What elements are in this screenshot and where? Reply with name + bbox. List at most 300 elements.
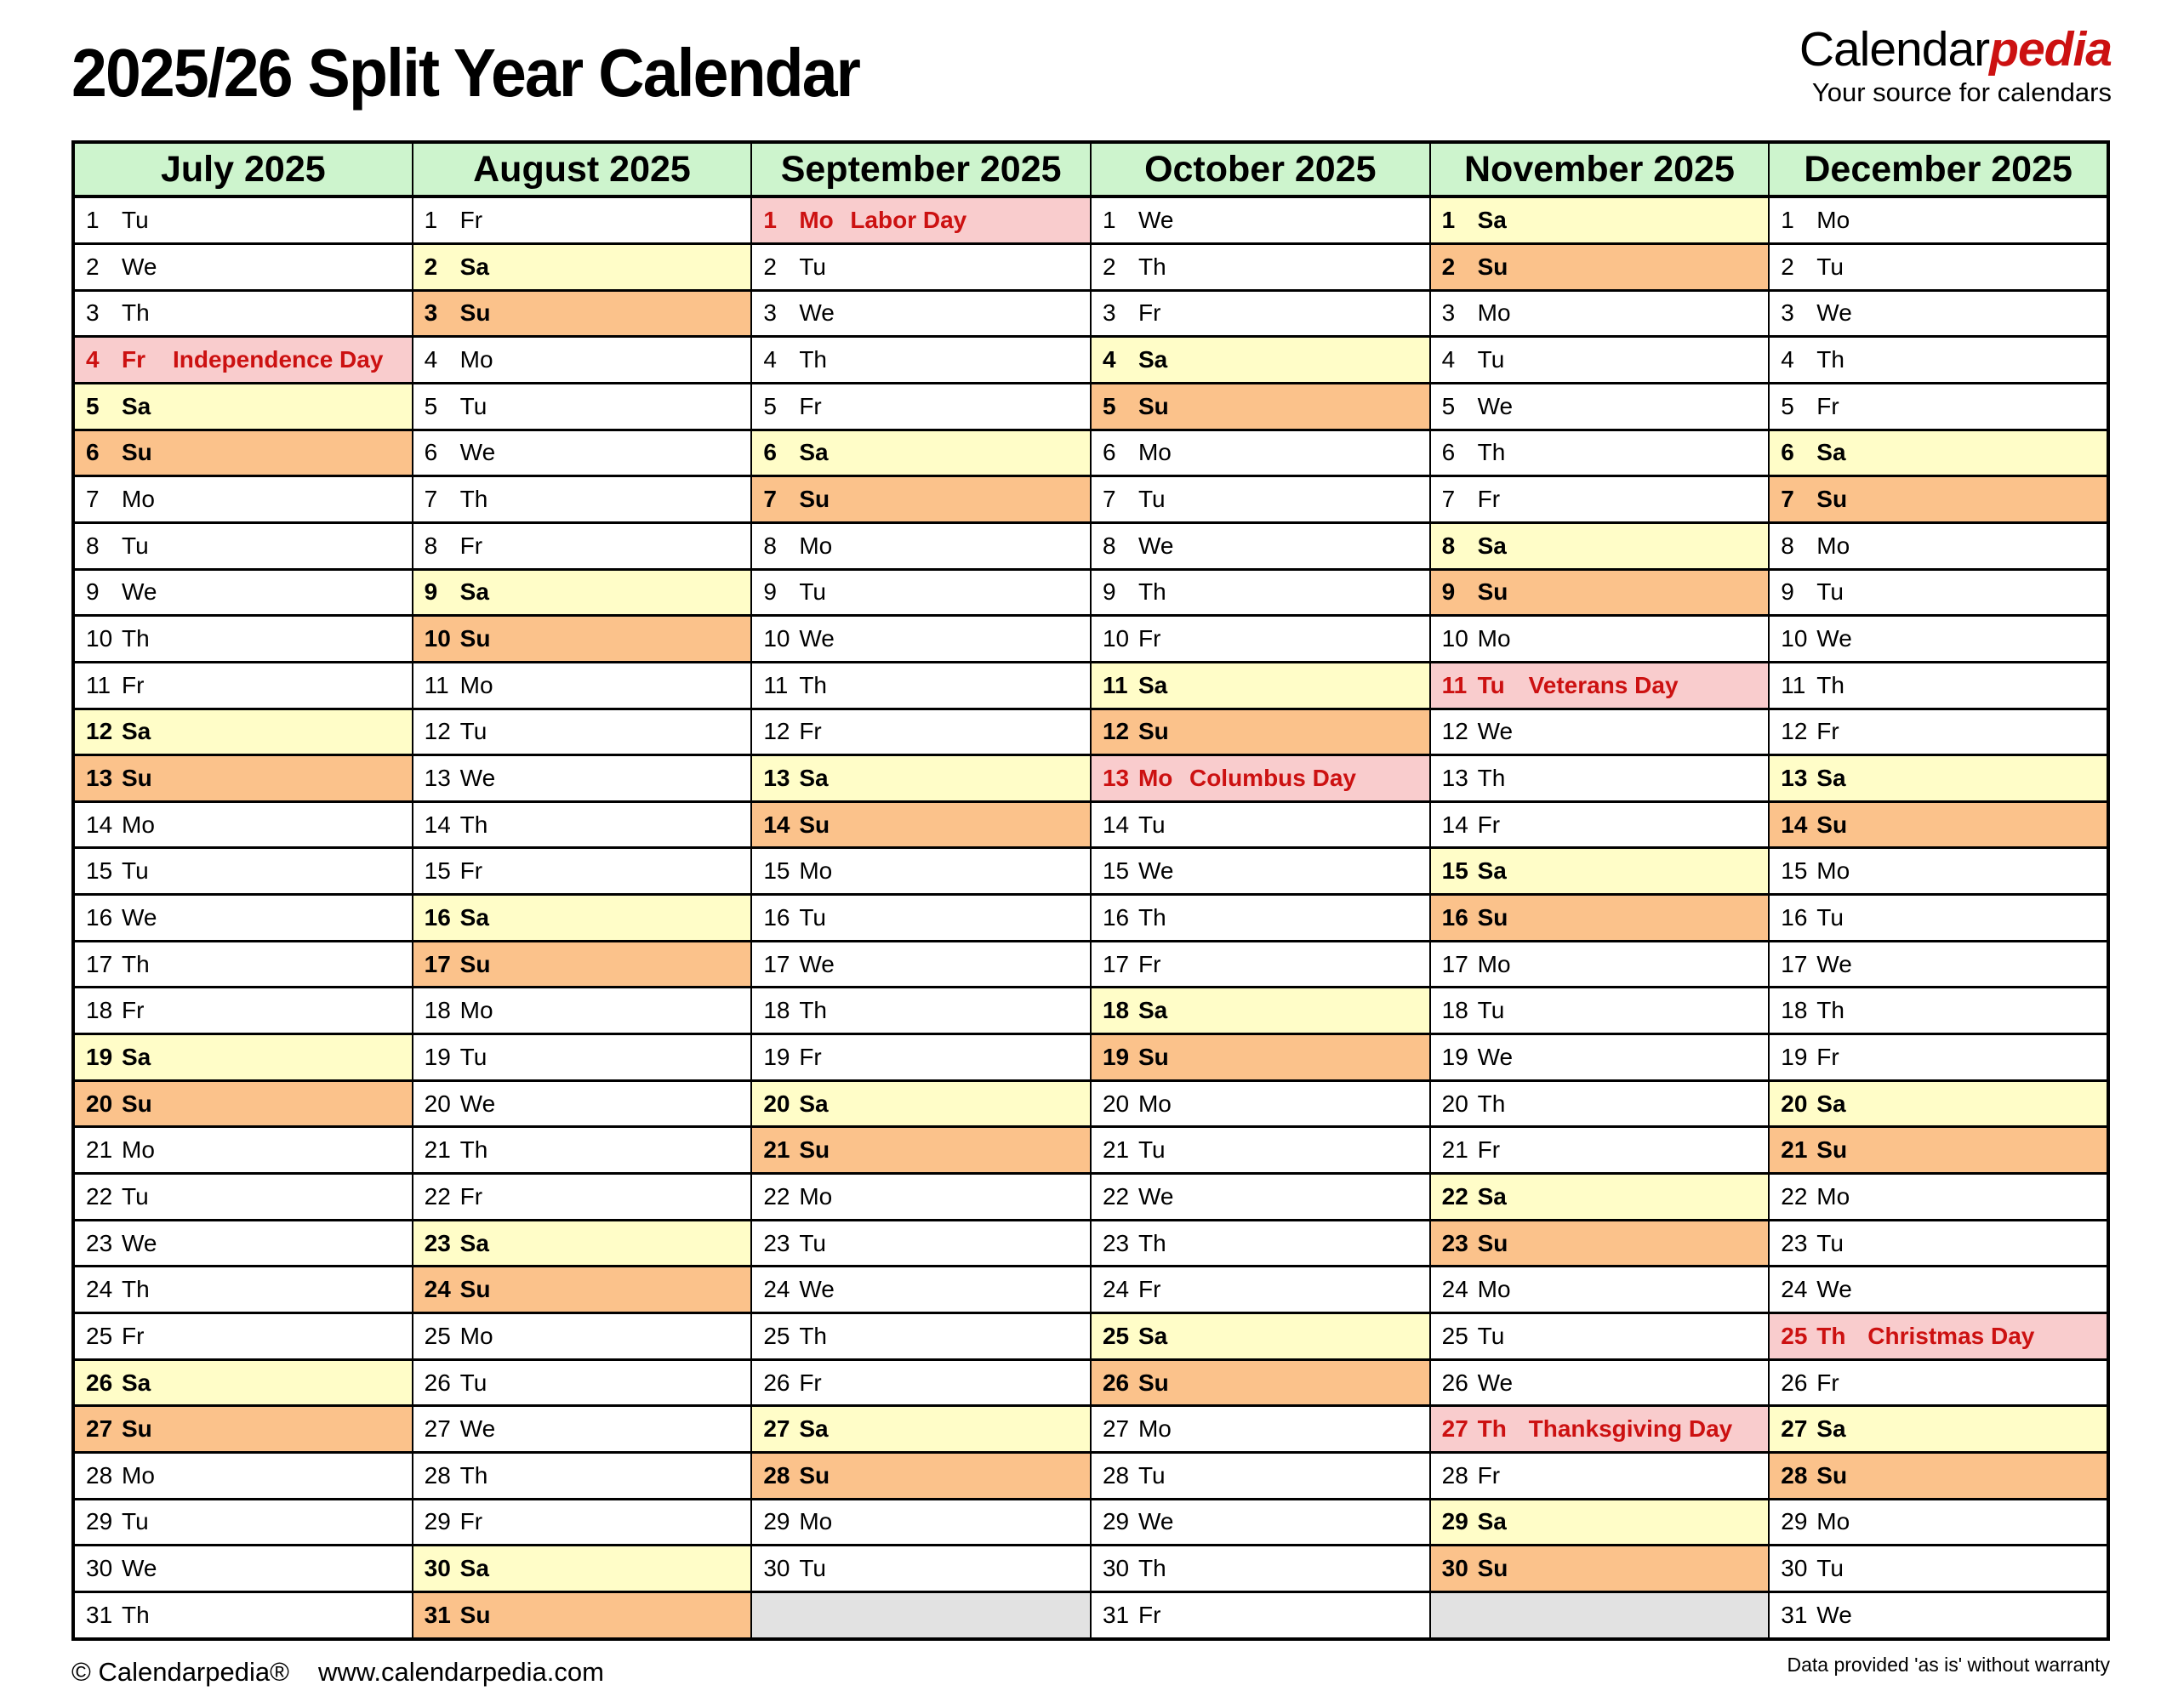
- weekday-abbr: Fr: [459, 532, 483, 559]
- day-cell-august-28: [413, 1453, 752, 1500]
- day-cell-november-9: [1430, 569, 1770, 616]
- day-cell-november-28: [1430, 1453, 1770, 1500]
- day-cell-december-30: [1769, 1546, 2108, 1592]
- day-cell-december-1: [1769, 196, 2108, 243]
- holiday-name: Columbus Day: [1189, 764, 1356, 791]
- day-cell-july-7: [73, 476, 413, 523]
- weekday-abbr: We: [1816, 1276, 1852, 1303]
- day-number: 19: [1441, 1043, 1468, 1070]
- weekday-abbr: Su: [1816, 1136, 1848, 1164]
- weekday-abbr: Fr: [459, 1508, 483, 1535]
- day-number: 17: [424, 950, 451, 977]
- weekday-abbr: Su: [1816, 486, 1848, 513]
- weekday-abbr: Mo: [799, 1508, 833, 1535]
- weekday-abbr: Sa: [1477, 532, 1507, 559]
- day-number: 26: [86, 1369, 113, 1396]
- weekday-abbr: We: [122, 903, 157, 931]
- day-cell-september-23: [751, 1220, 1091, 1267]
- weekday-abbr: Mo: [1816, 1182, 1850, 1210]
- weekday-abbr: Th: [122, 1601, 150, 1628]
- weekday-abbr: Su: [1137, 392, 1169, 419]
- day-cell-october-2: [1091, 243, 1430, 290]
- day-number: 21: [1441, 1136, 1468, 1164]
- day-cell-november-3: [1430, 290, 1770, 337]
- day-cell-september-30: [751, 1546, 1091, 1592]
- day-cell-november-11: [1430, 662, 1770, 709]
- day-number: 27: [1781, 1415, 1808, 1443]
- day-cell-august-25: [413, 1313, 752, 1360]
- day-cell-november-13: [1430, 755, 1770, 802]
- weekday-abbr: Sa: [122, 392, 151, 419]
- day-number: 24: [86, 1276, 113, 1303]
- weekday-abbr: Mo: [1477, 625, 1511, 652]
- day-number: 9: [86, 578, 100, 606]
- weekday-abbr: Tu: [1137, 486, 1166, 513]
- day-number: 16: [1102, 903, 1130, 931]
- weekday-abbr: Fr: [1816, 718, 1839, 745]
- day-cell-july-4: [73, 337, 413, 384]
- weekday-abbr: Tu: [1816, 903, 1844, 931]
- day-cell-july-18: [73, 988, 413, 1034]
- weekday-abbr: Su: [1137, 1369, 1169, 1396]
- day-number: 29: [86, 1508, 113, 1535]
- weekday-abbr: Tu: [459, 1369, 487, 1396]
- weekday-abbr: Mo: [459, 671, 493, 698]
- day-number: 11: [86, 671, 111, 698]
- day-number: 1: [763, 206, 777, 233]
- day-number: 21: [86, 1136, 113, 1164]
- day-cell-july-15: [73, 848, 413, 895]
- weekday-abbr: Th: [122, 1276, 150, 1303]
- day-number: 28: [1441, 1461, 1468, 1489]
- day-cell-december-24: [1769, 1267, 2108, 1313]
- weekday-abbr: Tu: [1137, 1461, 1166, 1489]
- day-cell-august-10: [413, 616, 752, 663]
- day-cell-october-17: [1091, 941, 1430, 988]
- day-number: 6: [86, 439, 100, 466]
- weekday-abbr: Mo: [1816, 532, 1850, 559]
- day-number: 13: [1102, 764, 1130, 791]
- day-number: 10: [86, 625, 113, 652]
- day-cell-august-6: [413, 430, 752, 476]
- day-number: 18: [1441, 997, 1468, 1024]
- day-number: 24: [1102, 1276, 1130, 1303]
- day-cell-september-16: [751, 895, 1091, 942]
- day-cell-august-3: [413, 290, 752, 337]
- day-number: 20: [86, 1090, 113, 1117]
- weekday-abbr: Sa: [1816, 764, 1846, 791]
- day-cell-july-28: [73, 1453, 413, 1500]
- weekday-abbr: Fr: [1477, 811, 1501, 838]
- month-header-september: September 2025: [751, 142, 1091, 196]
- day-number: 29: [424, 1508, 451, 1535]
- day-cell-july-24: [73, 1267, 413, 1313]
- day-number: 9: [424, 578, 438, 606]
- day-cell-september-22: [751, 1174, 1091, 1221]
- day-number: 2: [1441, 253, 1456, 280]
- day-number: 13: [86, 764, 113, 791]
- day-number: 25: [763, 1322, 790, 1349]
- day-number: 14: [424, 811, 451, 838]
- day-cell-november-15: [1430, 848, 1770, 895]
- weekday-abbr: Tu: [799, 578, 826, 606]
- weekday-abbr: Su: [799, 486, 830, 513]
- day-cell-september-19: [751, 1034, 1091, 1081]
- day-cell-september-12: [751, 709, 1091, 755]
- day-cell-december-3: [1769, 290, 2108, 337]
- holiday-name: Independence Day: [173, 346, 384, 373]
- footer-left: [71, 1657, 604, 1688]
- day-cell-december-27: [1769, 1406, 2108, 1453]
- weekday-abbr: Th: [459, 1136, 488, 1164]
- day-cell-august-14: [413, 801, 752, 848]
- weekday-abbr: Mo: [1137, 764, 1173, 791]
- weekday-abbr: Sa: [1477, 206, 1507, 233]
- day-number: 17: [86, 950, 113, 977]
- day-cell-july-25: [73, 1313, 413, 1360]
- weekday-abbr: Su: [1477, 903, 1508, 931]
- day-cell-november-7: [1430, 476, 1770, 523]
- day-cell-august-22: [413, 1174, 752, 1221]
- day-number: 15: [1102, 857, 1130, 885]
- day-cell-july-13: [73, 755, 413, 802]
- day-cell-july-30: [73, 1546, 413, 1592]
- day-number: 22: [763, 1182, 790, 1210]
- weekday-abbr: Su: [1137, 718, 1169, 745]
- footer-disclaimer: Data provided 'as is' without warranty: [1787, 1654, 2110, 1676]
- weekday-abbr: Th: [122, 299, 150, 327]
- day-cell-august-26: [413, 1359, 752, 1406]
- day-number: 15: [1441, 857, 1468, 885]
- day-cell-august-30: [413, 1546, 752, 1592]
- weekday-abbr: We: [1137, 206, 1174, 233]
- day-cell-october-19: [1091, 1034, 1430, 1081]
- website-text: www.calendarpedia.com: [317, 1657, 604, 1687]
- day-cell-august-24: [413, 1267, 752, 1313]
- weekday-abbr: Th: [122, 950, 150, 977]
- day-cell-july-9: [73, 569, 413, 616]
- day-number: 14: [1781, 811, 1808, 838]
- day-number: 23: [763, 1229, 790, 1256]
- weekday-abbr: We: [799, 950, 835, 977]
- day-number: 25: [424, 1322, 451, 1349]
- weekday-abbr: Sa: [459, 1229, 489, 1256]
- day-cell-december-16: [1769, 895, 2108, 942]
- day-number: 20: [763, 1090, 790, 1117]
- day-number: 16: [86, 903, 113, 931]
- day-number: 18: [86, 997, 113, 1024]
- day-cell-september-7: [751, 476, 1091, 523]
- day-number: 3: [763, 299, 777, 327]
- day-cell-august-27: [413, 1406, 752, 1453]
- day-cell-july-22: [73, 1174, 413, 1221]
- weekday-abbr: Sa: [459, 903, 489, 931]
- day-cell-july-16: [73, 895, 413, 942]
- weekday-abbr: Su: [1137, 1043, 1169, 1070]
- weekday-abbr: Mo: [1477, 950, 1511, 977]
- weekday-abbr: Su: [122, 764, 152, 791]
- day-cell-october-30: [1091, 1546, 1430, 1592]
- day-number: 12: [1102, 718, 1130, 745]
- day-cell-november-26: [1430, 1359, 1770, 1406]
- weekday-abbr: Th: [799, 671, 827, 698]
- day-number: 25: [1781, 1322, 1808, 1349]
- weekday-abbr: Th: [1816, 997, 1844, 1024]
- day-cell-october-28: [1091, 1453, 1430, 1500]
- weekday-abbr: Mo: [1477, 1276, 1511, 1303]
- weekday-abbr: Mo: [1816, 857, 1850, 885]
- weekday-abbr: Tu: [1816, 1555, 1844, 1582]
- day-number: 6: [763, 439, 777, 466]
- day-cell-december-20: [1769, 1080, 2108, 1127]
- day-number: 15: [1781, 857, 1808, 885]
- weekday-abbr: Su: [799, 1136, 830, 1164]
- day-number: 26: [763, 1369, 790, 1396]
- weekday-abbr: We: [1137, 532, 1174, 559]
- day-cell-december-13: [1769, 755, 2108, 802]
- weekday-abbr: Fr: [1137, 299, 1161, 327]
- day-number: 20: [1102, 1090, 1130, 1117]
- weekday-abbr: Su: [1477, 1229, 1508, 1256]
- weekday-abbr: Fr: [459, 206, 483, 233]
- day-number: 13: [763, 764, 790, 791]
- day-number: 13: [1441, 764, 1468, 791]
- day-number: 21: [424, 1136, 451, 1164]
- day-cell-october-22: [1091, 1174, 1430, 1221]
- empty-cell-september: [751, 1591, 1091, 1639]
- day-number: 17: [763, 950, 790, 977]
- weekday-abbr: Mo: [459, 1322, 493, 1349]
- day-cell-november-29: [1430, 1499, 1770, 1546]
- day-number: 5: [1102, 392, 1116, 419]
- day-number: 11: [1102, 671, 1128, 698]
- day-number: 27: [1441, 1415, 1468, 1443]
- day-cell-september-17: [751, 941, 1091, 988]
- weekday-abbr: Sa: [1816, 1415, 1846, 1443]
- weekday-abbr: We: [1477, 392, 1514, 419]
- day-number: 30: [1102, 1555, 1130, 1582]
- weekday-abbr: Fr: [799, 718, 822, 745]
- day-cell-november-10: [1430, 616, 1770, 663]
- weekday-abbr: We: [1477, 1369, 1514, 1396]
- day-number: 12: [86, 718, 113, 745]
- day-number: 1: [1102, 206, 1116, 233]
- weekday-abbr: Th: [459, 1461, 488, 1489]
- page-title: 2025/26 Split Year Calendar: [71, 35, 860, 111]
- day-cell-december-10: [1769, 616, 2108, 663]
- day-number: 16: [763, 903, 790, 931]
- day-cell-july-31: [73, 1591, 413, 1639]
- day-number: 27: [1102, 1415, 1130, 1443]
- weekday-abbr: Fr: [1137, 950, 1161, 977]
- day-cell-august-18: [413, 988, 752, 1034]
- weekday-abbr: Th: [1137, 578, 1166, 606]
- day-number: 30: [424, 1555, 451, 1582]
- day-cell-august-29: [413, 1499, 752, 1546]
- day-cell-october-25: [1091, 1313, 1430, 1360]
- day-number: 13: [424, 764, 451, 791]
- day-cell-december-18: [1769, 988, 2108, 1034]
- weekday-abbr: We: [1816, 950, 1852, 977]
- day-number: 10: [1102, 625, 1130, 652]
- weekday-abbr: Fr: [799, 1369, 822, 1396]
- day-cell-september-18: [751, 988, 1091, 1034]
- day-cell-july-20: [73, 1080, 413, 1127]
- day-number: 12: [424, 718, 451, 745]
- day-number: 18: [1102, 997, 1130, 1024]
- day-number: 18: [1781, 997, 1808, 1024]
- day-number: 4: [1102, 346, 1116, 373]
- weekday-abbr: We: [1137, 857, 1174, 885]
- day-cell-december-11: [1769, 662, 2108, 709]
- day-cell-november-1: [1430, 196, 1770, 243]
- weekday-abbr: Mo: [799, 857, 833, 885]
- weekday-abbr: Fr: [799, 1043, 822, 1070]
- holiday-name: Veterans Day: [1528, 671, 1679, 698]
- weekday-abbr: Mo: [799, 532, 833, 559]
- calendar-table-body: [73, 142, 2108, 1639]
- weekday-abbr: We: [122, 578, 157, 606]
- day-number: 28: [86, 1461, 113, 1489]
- day-cell-october-29: [1091, 1499, 1430, 1546]
- weekday-abbr: Tu: [1477, 346, 1505, 373]
- day-number: 3: [1441, 299, 1456, 327]
- weekday-abbr: Fr: [459, 857, 483, 885]
- day-number: 10: [763, 625, 790, 652]
- weekday-abbr: Sa: [122, 1369, 151, 1396]
- weekday-abbr: Th: [799, 1322, 827, 1349]
- day-number: 3: [86, 299, 100, 327]
- day-cell-august-12: [413, 709, 752, 755]
- weekday-abbr: Mo: [1816, 206, 1850, 233]
- weekday-abbr: Mo: [799, 206, 834, 233]
- day-cell-december-6: [1769, 430, 2108, 476]
- day-cell-december-25: [1769, 1313, 2108, 1360]
- day-number: 4: [1441, 346, 1456, 373]
- day-number: 5: [1441, 392, 1456, 419]
- day-number: 18: [424, 997, 451, 1024]
- weekday-abbr: We: [1137, 1182, 1174, 1210]
- day-number: 8: [1102, 532, 1116, 559]
- day-cell-october-10: [1091, 616, 1430, 663]
- weekday-abbr: Tu: [1477, 671, 1505, 698]
- weekday-abbr: Su: [799, 1461, 830, 1489]
- weekday-abbr: We: [1477, 1043, 1514, 1070]
- weekday-abbr: Sa: [459, 578, 489, 606]
- day-cell-october-20: [1091, 1080, 1430, 1127]
- day-number: 12: [763, 718, 790, 745]
- day-cell-november-20: [1430, 1080, 1770, 1127]
- weekday-abbr: Fr: [799, 392, 822, 419]
- holiday-name: Labor Day: [850, 206, 967, 233]
- day-number: 4: [424, 346, 438, 373]
- day-number: 30: [763, 1555, 790, 1582]
- day-cell-july-8: [73, 522, 413, 569]
- day-cell-september-27: [751, 1406, 1091, 1453]
- month-header-august: August 2025: [413, 142, 752, 196]
- day-number: 27: [424, 1415, 451, 1443]
- day-number: 17: [1441, 950, 1468, 977]
- weekday-abbr: Mo: [1137, 1090, 1172, 1117]
- day-cell-september-29: [751, 1499, 1091, 1546]
- weekday-abbr: Sa: [1137, 997, 1168, 1024]
- weekday-abbr: Fr: [1816, 1369, 1839, 1396]
- holiday-name: Thanksgiving Day: [1528, 1415, 1733, 1443]
- day-number: 9: [763, 578, 777, 606]
- day-number: 14: [1441, 811, 1468, 838]
- day-cell-july-12: [73, 709, 413, 755]
- day-cell-august-31: [413, 1591, 752, 1639]
- day-cell-august-11: [413, 662, 752, 709]
- day-cell-august-16: [413, 895, 752, 942]
- weekday-abbr: We: [1137, 1508, 1174, 1535]
- weekday-abbr: Sa: [799, 764, 829, 791]
- weekday-abbr: Tu: [1816, 253, 1844, 280]
- weekday-abbr: Th: [122, 625, 150, 652]
- day-cell-december-29: [1769, 1499, 2108, 1546]
- day-number: 22: [1781, 1182, 1808, 1210]
- day-number: 15: [424, 857, 451, 885]
- day-cell-august-17: [413, 941, 752, 988]
- month-header-july: July 2025: [73, 142, 413, 196]
- day-number: 31: [1102, 1601, 1130, 1628]
- day-number: 26: [1441, 1369, 1468, 1396]
- day-number: 3: [1102, 299, 1116, 327]
- weekday-abbr: Sa: [122, 718, 151, 745]
- day-cell-september-28: [751, 1453, 1091, 1500]
- day-number: 14: [86, 811, 113, 838]
- weekday-abbr: Sa: [1137, 1322, 1168, 1349]
- day-number: 29: [1102, 1508, 1130, 1535]
- day-cell-july-29: [73, 1499, 413, 1546]
- weekday-abbr: Sa: [1477, 1182, 1507, 1210]
- day-number: 8: [424, 532, 438, 559]
- day-cell-august-23: [413, 1220, 752, 1267]
- month-header-november: November 2025: [1430, 142, 1770, 196]
- day-cell-july-11: [73, 662, 413, 709]
- weekday-abbr: Th: [1477, 1415, 1507, 1443]
- day-cell-july-27: [73, 1406, 413, 1453]
- day-number: 24: [763, 1276, 790, 1303]
- day-cell-september-14: [751, 801, 1091, 848]
- day-cell-december-8: [1769, 522, 2108, 569]
- day-cell-november-18: [1430, 988, 1770, 1034]
- weekday-abbr: Sa: [799, 1090, 829, 1117]
- weekday-abbr: Tu: [1137, 811, 1166, 838]
- weekday-abbr: Mo: [1816, 1508, 1850, 1535]
- weekday-abbr: Tu: [799, 1229, 826, 1256]
- day-number: 29: [1441, 1508, 1468, 1535]
- day-number: 24: [1781, 1276, 1808, 1303]
- day-cell-october-13: [1091, 755, 1430, 802]
- day-cell-august-15: [413, 848, 752, 895]
- weekday-abbr: Fr: [459, 1182, 483, 1210]
- day-cell-november-21: [1430, 1127, 1770, 1174]
- day-number: 7: [763, 486, 777, 513]
- day-cell-july-6: [73, 430, 413, 476]
- day-cell-september-15: [751, 848, 1091, 895]
- day-number: 16: [424, 903, 451, 931]
- day-number: 31: [1781, 1601, 1808, 1628]
- day-cell-november-19: [1430, 1034, 1770, 1081]
- day-number: 21: [1102, 1136, 1130, 1164]
- day-number: 18: [763, 997, 790, 1024]
- day-cell-september-25: [751, 1313, 1091, 1360]
- day-number: 24: [1441, 1276, 1468, 1303]
- day-cell-october-27: [1091, 1406, 1430, 1453]
- weekday-abbr: Sa: [799, 439, 829, 466]
- weekday-abbr: Sa: [1816, 1090, 1846, 1117]
